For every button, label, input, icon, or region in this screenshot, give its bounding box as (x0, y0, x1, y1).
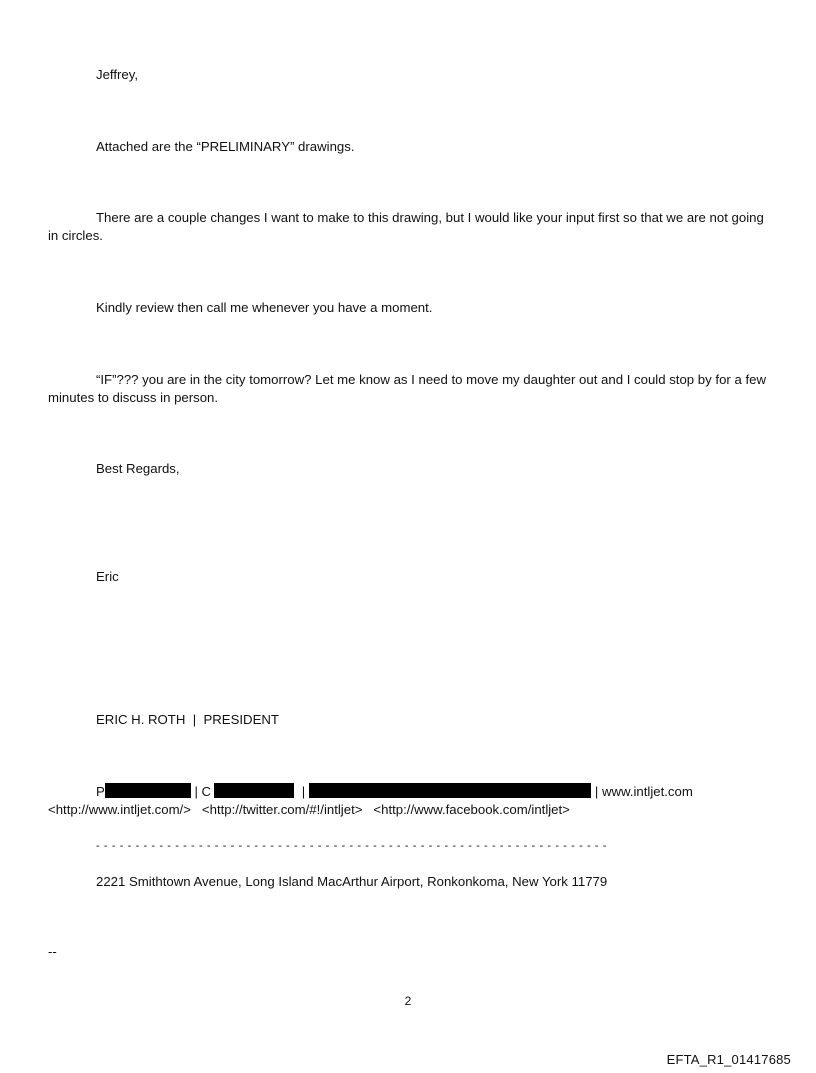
address: 2221 Smithtown Avenue, Long Island MacArthur Airport, Ronkonkoma, New York 11779 (96, 874, 608, 889)
paragraph-meeting: “IF”??? you are in the city tomorrow? Let me know as I need to move my daughter out and I could stop by for a few minutes to discuss in person. (48, 372, 766, 405)
paragraph-review: Kindly review then call me whenever you have a moment. (96, 300, 433, 315)
contact-separator: | (301, 784, 306, 799)
sender-title: ERIC H. ROTH | PRESIDENT (96, 712, 279, 727)
phone-prefix: P (96, 784, 105, 799)
redaction-phone (105, 783, 191, 798)
contact-line (96, 783, 768, 801)
closing: Best Regards, (96, 461, 180, 476)
sender-name: Eric (96, 569, 119, 584)
redaction-cell (214, 783, 294, 798)
greeting: Jeffrey, (96, 67, 139, 82)
social-links[interactable]: <http://www.intljet.com/> <http://twitter.com/#!/intljet> <http://www.facebook.com/intljet> (48, 802, 570, 817)
paragraph-changes: There are a couple changes I want to make to this drawing, but I would like your input first so that we are not going in circles. (48, 210, 764, 243)
redaction-email (309, 783, 591, 798)
cell-prefix: | C (194, 784, 212, 799)
document-id: EFTA_R1_01417685 (666, 1052, 791, 1067)
separator-dashes: -- (48, 944, 57, 959)
divider-line: - - - - - - - - - - - - - - - - - - - - - - - - - - - - - - - - - - - - - - - - - - - - - - - - - - - - - - - - - - - - - - - - - (96, 840, 608, 852)
paragraph-attachment: Attached are the “PRELIMINARY” drawings. (96, 139, 355, 154)
page-number: 2 (404, 994, 412, 1008)
website-link[interactable]: | www.intljet.com (594, 784, 693, 799)
